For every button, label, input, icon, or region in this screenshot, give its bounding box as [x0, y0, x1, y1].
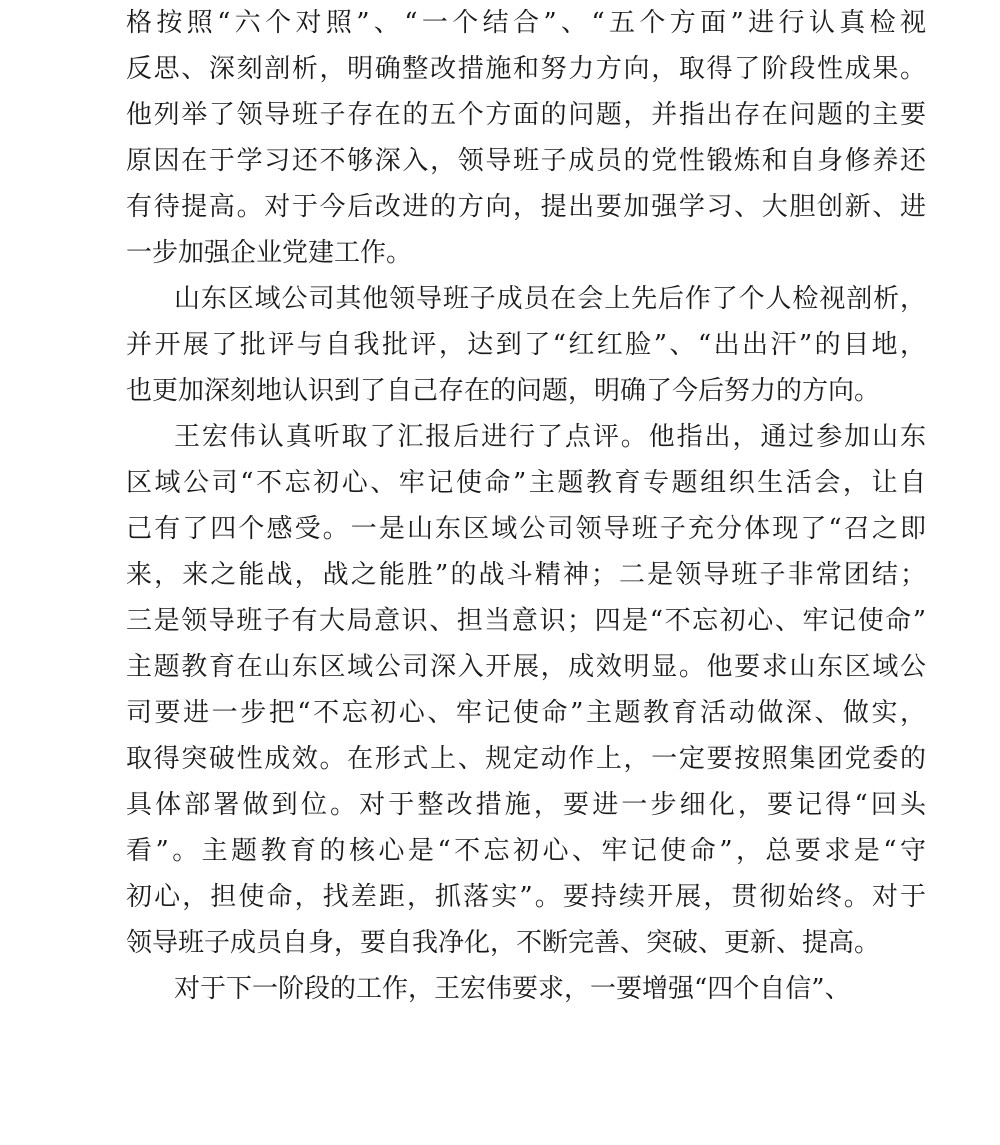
paragraph-line: 反思、深刻剖析，明确整改措施和努力方向，取得了阶段性成果。: [126, 54, 926, 84]
paragraph-line: 看”。主题教育的核心是“不忘初心、牢记使命”，总要求是“守: [126, 836, 926, 866]
paragraph-line: 山东区域公司其他领导班子成员在会上先后作了个人检视剖析，: [174, 284, 926, 314]
paragraph-line: 己有了四个感受。一是山东区域公司领导班子充分体现了“召之即: [126, 514, 926, 544]
paragraph-line: 具体部署做到位。对于整改措施，要进一步细化，要记得“回头: [126, 790, 926, 820]
paragraph-line: 区域公司“不忘初心、牢记使命”主题教育专题组织生活会，让自: [126, 468, 926, 498]
paragraph-line: 领导班子成员自身，要自我净化，不断完善、突破、更新、提高。: [126, 928, 881, 958]
paragraph-line: 也更加深刻地认识到了自己存在的问题，明确了今后努力的方向。: [126, 376, 881, 406]
paragraph-line: 有待提高。对于今后改进的方向，提出要加强学习、大胆创新、进: [126, 192, 926, 222]
paragraph-line: 王宏伟认真听取了汇报后进行了点评。他指出，通过参加山东: [174, 422, 926, 452]
paragraph-line: 初心，担使命，找差距，抓落实”。要持续开展，贯彻始终。对于: [126, 882, 926, 912]
paragraph-line: 司要进一步把“不忘初心、牢记使命”主题教育活动做深、做实，: [126, 698, 926, 728]
paragraph-line: 格按照“六个对照”、“一个结合”、“五个方面”进行认真检视: [126, 8, 926, 38]
body-text: [126, 0, 926, 1012]
paragraph-line: 一步加强企业党建工作。: [126, 238, 413, 268]
paragraph-line: 并开展了批评与自我批评，达到了“红红脸”、“出出汗”的目地，: [126, 330, 926, 360]
paragraph-line: 对于下一阶段的工作，王宏伟要求，一要增强“四个自信”、: [174, 974, 851, 1004]
paragraph-line: 原因在于学习还不够深入，领导班子成员的党性锻炼和自身修养还: [126, 146, 926, 176]
paragraph-line: 他列举了领导班子存在的五个方面的问题，并指出存在问题的主要: [126, 100, 926, 130]
paragraph-line: 主题教育在山东区域公司深入开展，成效明显。他要求山东区域公: [126, 652, 926, 682]
paragraph-line: 取得突破性成效。在形式上、规定动作上，一定要按照集团党委的: [126, 744, 926, 774]
paragraph-line: 三是领导班子有大局意识、担当意识；四是“不忘初心、牢记使命”: [126, 606, 926, 636]
paragraph-line: 来，来之能战，战之能胜”的战斗精神；二是领导班子非常团结；: [126, 560, 926, 590]
